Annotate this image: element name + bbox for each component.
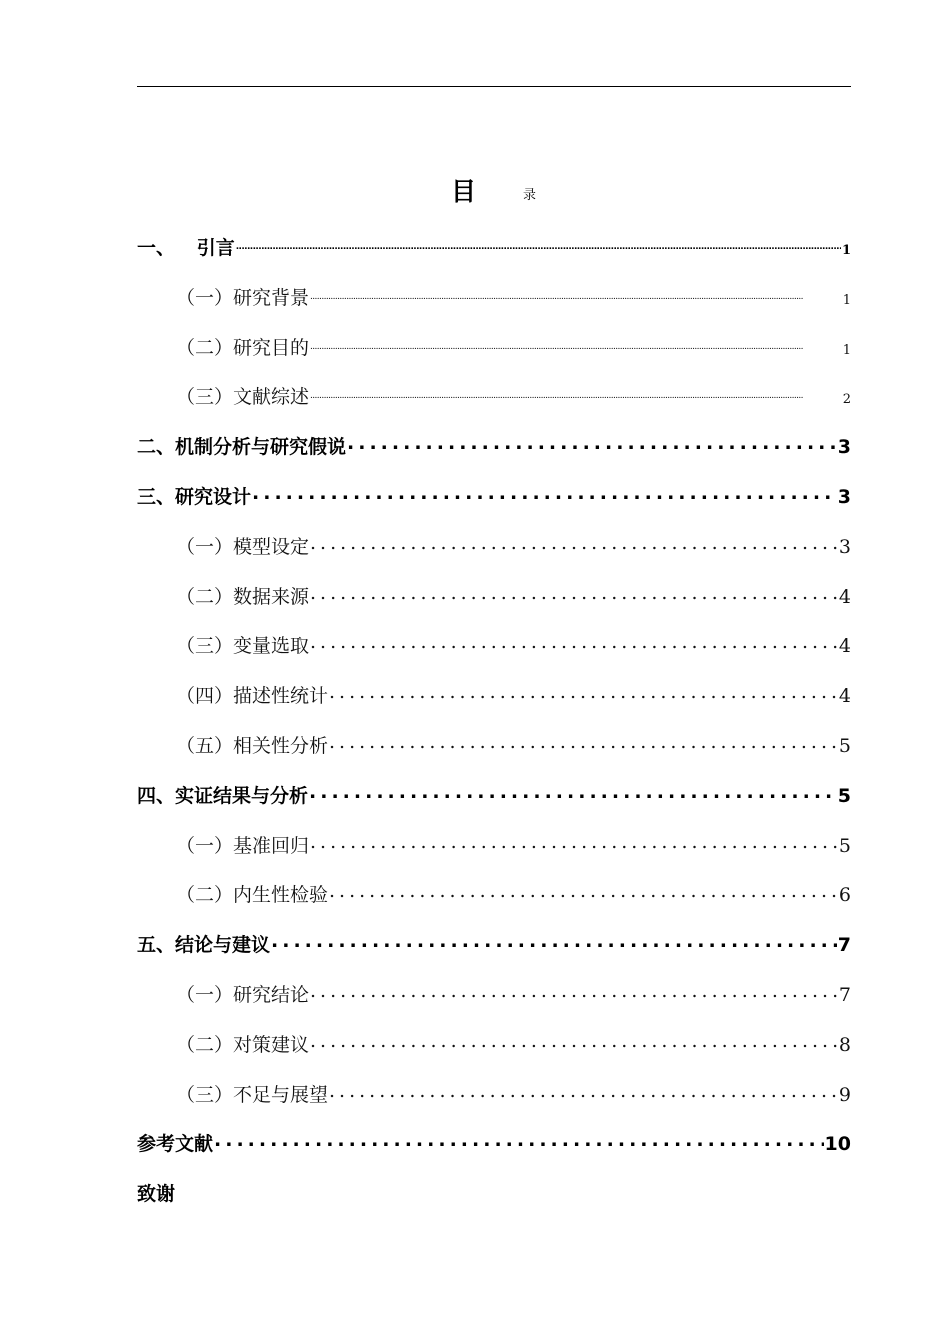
toc-entry[interactable] bbox=[137, 482, 851, 532]
toc-entry[interactable] bbox=[137, 930, 851, 980]
toc-entry-page: 4 bbox=[838, 585, 851, 608]
toc-entry-label: （三）变量选取 bbox=[176, 635, 310, 658]
toc-entry[interactable] bbox=[137, 532, 851, 582]
toc-entry[interactable] bbox=[137, 283, 851, 333]
toc-entry-number: 一、 bbox=[137, 237, 176, 259]
toc-entry-label: （三）不足与展望 bbox=[176, 1083, 329, 1106]
toc-entry-label: 致谢 bbox=[137, 1183, 176, 1206]
toc-entry[interactable] bbox=[137, 880, 851, 930]
toc-leader bbox=[310, 532, 838, 554]
toc-leader bbox=[310, 381, 842, 403]
toc-title bbox=[0, 170, 950, 206]
header-rule bbox=[137, 86, 851, 87]
toc-entry[interactable] bbox=[137, 382, 851, 432]
toc-entry-label: （一）研究背景 bbox=[176, 286, 310, 309]
toc-entry[interactable] bbox=[137, 831, 851, 881]
toc-leader bbox=[310, 831, 838, 853]
toc-leader bbox=[214, 1129, 824, 1151]
toc-entry-label: （一）基准回归 bbox=[176, 834, 310, 857]
toc-leader bbox=[309, 781, 837, 803]
toc-entry-label: （一）研究结论 bbox=[176, 983, 310, 1006]
toc-entry-page: 5 bbox=[838, 734, 851, 757]
toc-leader bbox=[310, 582, 838, 604]
toc-entry-label: （二）数据来源 bbox=[176, 585, 310, 608]
toc-entry-page: 3 bbox=[837, 485, 851, 508]
toc-entry-label: （三）文献综述 bbox=[176, 386, 310, 409]
toc-entry-page: 5 bbox=[837, 784, 851, 807]
toc-entry[interactable] bbox=[137, 1129, 851, 1179]
toc-leader bbox=[310, 980, 838, 1002]
toc-entry-label: 五、结论与建议 bbox=[137, 934, 271, 957]
toc-title-sub: 录 bbox=[523, 188, 537, 203]
toc-entry-page: 4 bbox=[838, 685, 851, 708]
toc-entry-label: （五）相关性分析 bbox=[176, 734, 329, 757]
toc-entry-label: （一）模型设定 bbox=[176, 535, 310, 558]
toc-leader bbox=[329, 731, 838, 753]
toc-entry-label: 二、机制分析与研究假说 bbox=[137, 436, 347, 459]
toc-entry-page: 2 bbox=[842, 392, 851, 408]
toc-entry[interactable] bbox=[137, 1080, 851, 1130]
toc-leader bbox=[329, 681, 838, 703]
toc-entry-introduction[interactable] bbox=[137, 233, 851, 283]
toc-entry-page: 1 bbox=[842, 292, 851, 308]
toc-entry-page: 3 bbox=[838, 535, 851, 558]
toc-leader bbox=[310, 631, 838, 653]
toc-leader bbox=[252, 482, 837, 504]
toc-entry-page: 3 bbox=[837, 436, 851, 459]
toc-leader bbox=[310, 282, 842, 304]
toc-entry-page: 1 bbox=[841, 243, 851, 258]
toc-entry-page: 7 bbox=[837, 934, 851, 957]
toc-leader bbox=[271, 930, 837, 952]
toc-entry[interactable] bbox=[137, 980, 851, 1030]
toc-entry[interactable] bbox=[137, 333, 851, 383]
toc-entry[interactable] bbox=[137, 731, 851, 781]
toc-entry-label: （二）研究目的 bbox=[176, 336, 310, 359]
toc-leader bbox=[329, 1080, 838, 1102]
toc-leader bbox=[310, 1030, 838, 1052]
toc-entry[interactable] bbox=[137, 781, 851, 831]
toc-entry-page: 7 bbox=[838, 983, 851, 1006]
toc-entry-page: 10 bbox=[824, 1133, 851, 1156]
toc-entry[interactable] bbox=[137, 631, 851, 681]
toc-entry-label: （二）对策建议 bbox=[176, 1033, 310, 1056]
toc-entry-page: 8 bbox=[838, 1033, 851, 1056]
toc-entry-label: 三、研究设计 bbox=[137, 485, 252, 508]
toc-entry-page: 6 bbox=[838, 884, 851, 907]
toc-entry-page: 1 bbox=[842, 342, 851, 358]
toc-entry-label: 四、实证结果与分析 bbox=[137, 784, 309, 807]
toc-entry-label: 参考文献 bbox=[137, 1133, 214, 1156]
toc-entry-page: 5 bbox=[838, 834, 851, 857]
toc-entry-page: 9 bbox=[838, 1083, 851, 1106]
toc-title-main: 目 bbox=[451, 177, 477, 206]
toc-leader bbox=[347, 432, 837, 454]
toc-entry-label: （四）描述性统计 bbox=[176, 685, 329, 708]
toc-leader bbox=[236, 232, 841, 254]
toc-entry-page: 4 bbox=[838, 635, 851, 658]
toc-entry[interactable] bbox=[137, 582, 851, 632]
toc-leader bbox=[329, 880, 838, 902]
toc-entry[interactable] bbox=[137, 1179, 851, 1229]
toc-entry-label: （二）内生性检验 bbox=[176, 884, 329, 907]
toc-entry[interactable] bbox=[137, 681, 851, 731]
toc-leader bbox=[310, 332, 842, 354]
table-of-contents bbox=[137, 233, 851, 1229]
toc-entry[interactable] bbox=[137, 1030, 851, 1080]
toc-entry-label: 引言 bbox=[196, 237, 235, 259]
toc-entry[interactable] bbox=[137, 432, 851, 482]
